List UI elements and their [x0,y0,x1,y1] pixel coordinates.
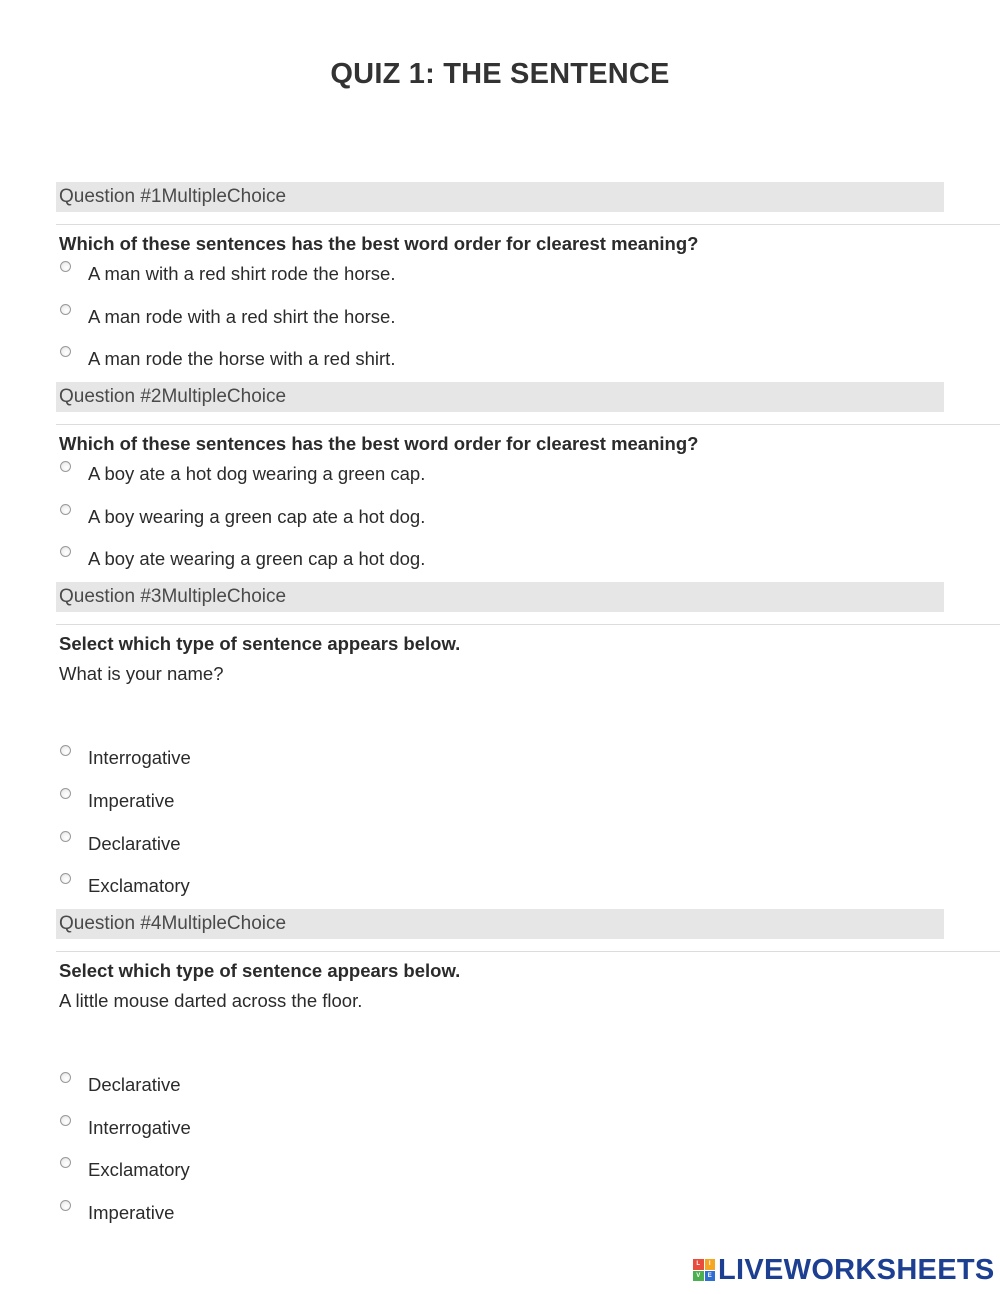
divider [56,951,1000,952]
logo-mark-letter: I [705,1259,716,1270]
option-label: Imperative [88,790,175,811]
question-1-option-1[interactable] [60,261,395,287]
logo-mark-letter: V [693,1271,704,1282]
question-2-prompt: Which of these sentences has the best word order for clearest meaning? [59,433,699,454]
radio-button-icon[interactable] [60,873,71,884]
option-label: A boy ate wearing a green cap a hot dog. [88,548,426,569]
option-label: Declarative [88,1074,181,1095]
option-label: Declarative [88,833,181,854]
option-label: Exclamatory [88,875,190,896]
question-4-sentence: A little mouse darted across the floor. [59,990,363,1011]
question-4-prompt: Select which type of sentence appears below. [59,960,461,981]
radio-button-icon[interactable] [60,1157,71,1168]
radio-button-icon[interactable] [60,1200,71,1211]
question-2-option-1[interactable] [60,461,425,487]
radio-button-icon[interactable] [60,504,71,515]
divider [56,424,1000,425]
liveworksheets-logo [693,1255,995,1285]
question-4-option-3[interactable] [60,1157,190,1183]
option-label: A man rode the horse with a red shirt. [88,348,396,369]
question-3-header: Question #3MultipleChoice [56,582,944,612]
question-2-header: Question #2MultipleChoice [56,382,944,412]
logo-text: LIVEWORKSHEETS [718,1253,995,1286]
logo-mark-icon [693,1259,715,1281]
question-1-prompt: Which of these sentences has the best word order for clearest meaning? [59,233,699,254]
radio-button-icon[interactable] [60,546,71,557]
question-3-option-4[interactable] [60,873,190,899]
question-1-option-3[interactable] [60,346,395,372]
question-3-option-2[interactable] [60,788,174,814]
option-label: Exclamatory [88,1159,190,1180]
question-1-header: Question #1MultipleChoice [56,182,944,212]
question-1-option-2[interactable] [60,304,395,330]
logo-mark-letter: L [693,1259,704,1270]
radio-button-icon[interactable] [60,745,71,756]
option-label: Interrogative [88,747,191,768]
option-label: A boy wearing a green cap ate a hot dog. [88,506,426,527]
question-3-option-3[interactable] [60,831,181,857]
page-title: QUIZ 1: THE SENTENCE [330,58,670,90]
question-3-option-1[interactable] [60,745,191,771]
question-4-option-2[interactable] [60,1115,191,1141]
radio-button-icon[interactable] [60,1115,71,1126]
question-4-option-1[interactable] [60,1072,181,1098]
option-label: A boy ate a hot dog wearing a green cap. [88,463,426,484]
radio-button-icon[interactable] [60,831,71,842]
radio-button-icon[interactable] [60,346,71,357]
radio-button-icon[interactable] [60,261,71,272]
question-4-header: Question #4MultipleChoice [56,909,944,939]
question-4-option-4[interactable] [60,1200,174,1226]
radio-button-icon[interactable] [60,1072,71,1083]
logo-mark-letter: E [705,1271,716,1282]
option-label: A man with a red shirt rode the horse. [88,263,396,284]
question-3-prompt: Select which type of sentence appears below. [59,633,461,654]
question-3-sentence: What is your name? [59,663,224,684]
option-label: Interrogative [88,1117,191,1138]
radio-button-icon[interactable] [60,461,71,472]
option-label: Imperative [88,1202,175,1223]
question-2-option-2[interactable] [60,504,425,530]
radio-button-icon[interactable] [60,788,71,799]
divider [56,224,1000,225]
question-2-option-3[interactable] [60,546,425,572]
divider [56,624,1000,625]
radio-button-icon[interactable] [60,304,71,315]
option-label: A man rode with a red shirt the horse. [88,306,396,327]
